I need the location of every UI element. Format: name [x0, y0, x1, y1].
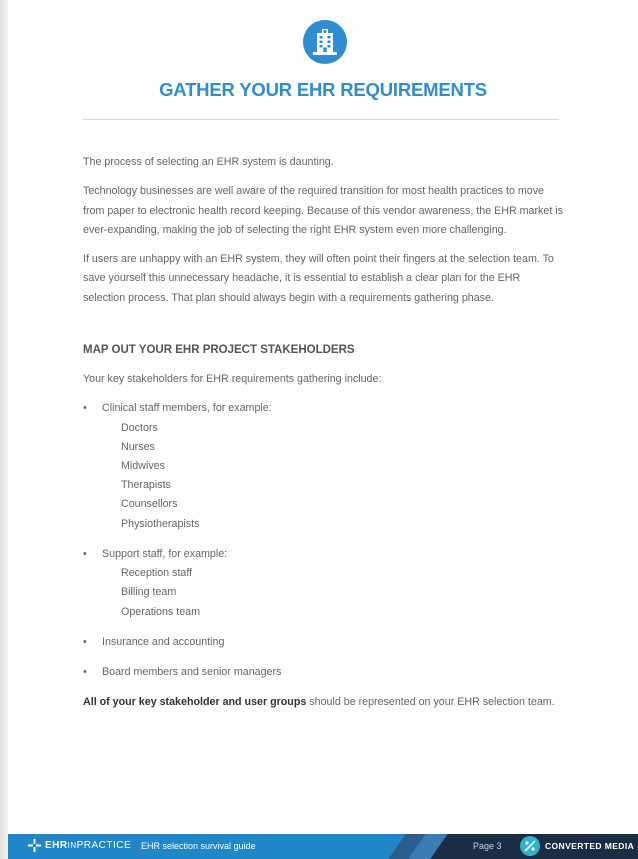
list-item-label: Board members and senior managers [102, 666, 282, 679]
section-lead: Your key stakeholders for EHR requirements gathering include: [83, 373, 382, 386]
bullet-marker: • [83, 547, 87, 560]
sub-list-item: Billing team [121, 586, 177, 599]
list-item [83, 545, 563, 622]
section-heading: MAP OUT YOUR EHR PROJECT STAKEHOLDERS [83, 344, 355, 357]
sub-list [102, 419, 563, 534]
bullet-marker: • [83, 666, 87, 679]
page-title: GATHER YOUR EHR REQUIREMENTS [159, 79, 487, 100]
sub-list-item: Counsellors [121, 498, 178, 511]
sub-list-item: Physiotherapists [121, 517, 200, 530]
page-edge-shadow [0, 0, 8, 859]
building-icon [303, 20, 347, 64]
brand-practice: PRACTICE [76, 840, 132, 852]
intro-paragraph: The process of selecting an EHR system is daunting. [83, 156, 334, 168]
sub-list [102, 564, 563, 622]
bullet-marker: • [83, 635, 87, 648]
sub-list-item: Operations team [121, 605, 201, 618]
sub-list-item: Nurses [121, 440, 155, 453]
sub-list-item: Midwives [121, 460, 165, 473]
list-item [83, 663, 563, 682]
intro-paragraph: Technology businesses are well aware of the required transition for most health practices to move from paper to electronic health record keeping. Because of this vendor awareness, the EHR market is ever-expanding, making the job of selecting the right EHR system even more challenging. [83, 185, 563, 236]
guide-title: EHR selection survival guide [141, 841, 256, 851]
brand-in: IN [67, 841, 77, 851]
sub-list-item: Therapists [121, 479, 171, 492]
sub-list-item: Reception staff [121, 567, 193, 580]
brand-ehr: EHR [45, 840, 68, 852]
page-number: Page 3 [473, 841, 502, 851]
intro-paragraph: If users are unhappy with an EHR system, they will often point their fingers at the selection team. To save yourself this unnecessary headache, it is essential to establish a clear plan for the EHR selection process. That plan should always begin with a requirements gathering phase. [83, 253, 554, 304]
document-page [8, 0, 638, 859]
closing-emphasis: All of your key stakeholder and user groups [83, 696, 307, 709]
bullet-marker: • [83, 402, 87, 415]
stakeholder-list [83, 399, 563, 682]
document-body [83, 153, 563, 723]
sub-list-item: Doctors [121, 421, 158, 434]
list-item-label: Insurance and accounting [102, 635, 225, 648]
closing-text: should be represented on your EHR selection team. [306, 696, 555, 709]
list-item [83, 399, 563, 534]
brand-mark-icon [28, 839, 41, 852]
list-item-label: Support staff, for example: [102, 547, 228, 560]
brand-logo [28, 839, 131, 852]
partner-name: CONVERTED MEDIA [545, 841, 635, 851]
title-divider [83, 119, 559, 120]
converted-media-logo-icon [520, 836, 540, 856]
list-item [83, 633, 563, 652]
closing-paragraph [83, 693, 563, 712]
list-item-label: Clinical staff members, for example: [102, 402, 272, 415]
page-footer [8, 834, 638, 859]
